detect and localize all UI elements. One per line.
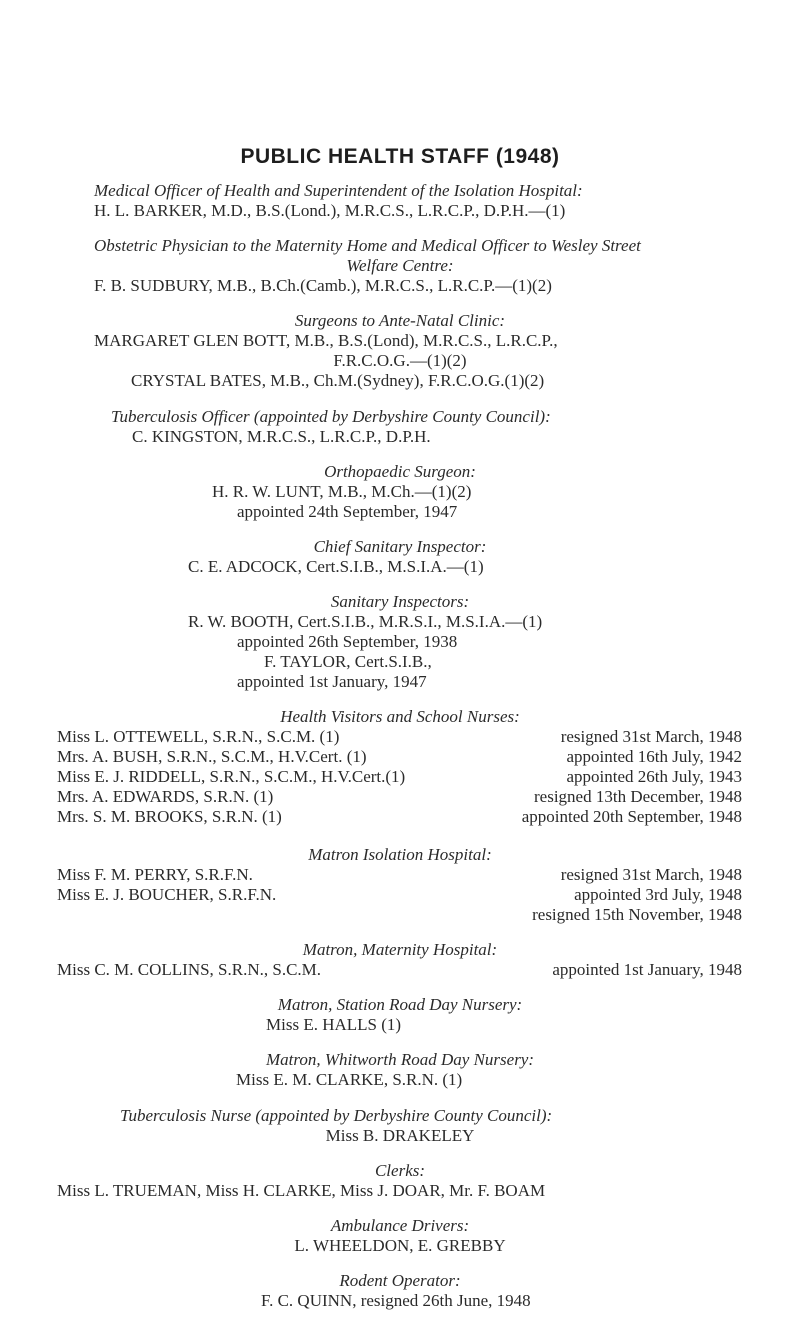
obstetric-heading-line2: Welfare Centre:: [346, 256, 454, 275]
visitor-row-note: resigned 31st March, 1948: [560, 727, 742, 746]
matron-collins: Miss C. M. COLLINS, S.R.N., S.C.M.: [57, 960, 322, 979]
ambulance-names: L. WHEELDON, E. GREBBY: [294, 1236, 506, 1255]
visitor-row-name: Mrs. S. M. BROOKS, S.R.N. (1): [57, 807, 282, 826]
ambulance-heading: Ambulance Drivers:: [330, 1216, 470, 1235]
matron-station-name: Miss E. HALLS (1): [266, 1015, 402, 1034]
clerks-heading: Clerks:: [374, 1161, 426, 1180]
tb-officer-heading: Tuberculosis Officer (appointed by Derbyshire County Council):: [111, 407, 551, 426]
orthopaedic-name: H. R. W. LUNT, M.B., M.Ch.—(1)(2): [212, 482, 472, 501]
visitor-row-note: appointed 26th July, 1943: [566, 767, 742, 786]
visitor-row-note: appointed 20th September, 1948: [521, 807, 742, 826]
rodent-heading: Rodent Operator:: [339, 1271, 461, 1290]
surgeon-bates: CRYSTAL BATES, M.B., Ch.M.(Sydney), F.R.C.O.G.(1)(2): [131, 371, 545, 390]
matron-perry: Miss F. M. PERRY, S.R.F.N.: [57, 865, 253, 884]
obstetric-name: F. B. SUDBURY, M.B., B.Ch.(Camb.), M.R.C.S., L.R.C.P.—(1)(2): [94, 276, 552, 295]
inspector-booth: R. W. BOOTH, Cert.S.I.B., M.R.S.I., M.S.I.A.—(1): [188, 612, 543, 631]
matron-perry-note: resigned 31st March, 1948: [560, 865, 742, 884]
clerks-names: Miss L. TRUEMAN, Miss H. CLARKE, Miss J. DOAR, Mr. F. BOAM: [57, 1181, 546, 1200]
inspector-booth-note: appointed 26th September, 1938: [237, 632, 458, 651]
matron-whitworth-heading: Matron, Whitworth Road Day Nursery:: [265, 1050, 535, 1069]
matron-boucher: Miss E. J. BOUCHER, S.R.F.N.: [57, 885, 277, 904]
visitor-row-name: Miss L. OTTEWELL, S.R.N., S.C.M. (1): [57, 727, 340, 746]
rodent-quinn: F. C. QUINN, resigned 26th June, 1948: [261, 1291, 531, 1310]
matron-whitworth-name: Miss E. M. CLARKE, S.R.N. (1): [236, 1070, 463, 1089]
surgeon-bott-line1: MARGARET GLEN BOTT, M.B., B.S.(Lond), M.R.C.S., L.R.C.P.,: [94, 331, 558, 350]
visitors-heading: Health Visitors and School Nurses:: [280, 707, 520, 726]
tb-nurse-name: Miss B. DRAKELEY: [325, 1126, 475, 1145]
visitor-row-name: Mrs. A. EDWARDS, S.R.N. (1): [57, 787, 274, 806]
tb-officer-name: C. KINGSTON, M.R.C.S., L.R.C.P., D.P.H.: [132, 427, 431, 446]
visitor-row-note: resigned 13th December, 1948: [534, 787, 742, 806]
matron-collins-note: appointed 1st January, 1948: [552, 960, 742, 979]
surgeons-heading: Surgeons to Ante-Natal Clinic:: [294, 311, 506, 330]
visitor-row-name: Miss E. J. RIDDELL, S.R.N., S.C.M., H.V.Cert.(1): [57, 767, 406, 786]
matron-maternity-heading: Matron, Maternity Hospital:: [302, 940, 498, 959]
matron-boucher-note: appointed 3rd July, 1948: [574, 885, 742, 904]
matron-station-heading: Matron, Station Road Day Nursery:: [277, 995, 523, 1014]
inspector-taylor: F. TAYLOR, Cert.S.I.B.,: [264, 652, 432, 671]
moh-heading: Medical Officer of Health and Superintendent of the Isolation Hospital:: [94, 181, 583, 200]
inspectors-heading: Sanitary Inspectors:: [330, 592, 470, 611]
orthopaedic-heading: Orthopaedic Surgeon:: [324, 462, 476, 481]
chief-inspector-heading: Chief Sanitary Inspector:: [313, 537, 487, 556]
matron-isolation-heading: Matron Isolation Hospital:: [308, 845, 492, 864]
orthopaedic-note: appointed 24th September, 1947: [237, 502, 458, 521]
matron-boucher-note2: resigned 15th November, 1948: [532, 905, 742, 924]
obstetric-heading-line1: Obstetric Physician to the Maternity Home and Medical Officer to Wesley Street: [94, 236, 641, 255]
visitor-row-note: appointed 16th July, 1942: [566, 747, 742, 766]
inspector-taylor-note: appointed 1st January, 1947: [237, 672, 427, 691]
page-title: PUBLIC HEALTH STAFF (1948): [240, 145, 560, 168]
moh-name: H. L. BARKER, M.D., B.S.(Lond.), M.R.C.S., L.R.C.P., D.P.H.—(1): [94, 201, 566, 220]
chief-inspector-name: C. E. ADCOCK, Cert.S.I.B., M.S.I.A.—(1): [188, 557, 484, 576]
surgeon-bott-line2: F.R.C.O.G.—(1)(2): [333, 351, 467, 370]
visitor-row-name: Mrs. A. BUSH, S.R.N., S.C.M., H.V.Cert. (1): [57, 747, 367, 766]
tb-nurse-heading: Tuberculosis Nurse (appointed by Derbyshire County Council):: [120, 1106, 553, 1125]
